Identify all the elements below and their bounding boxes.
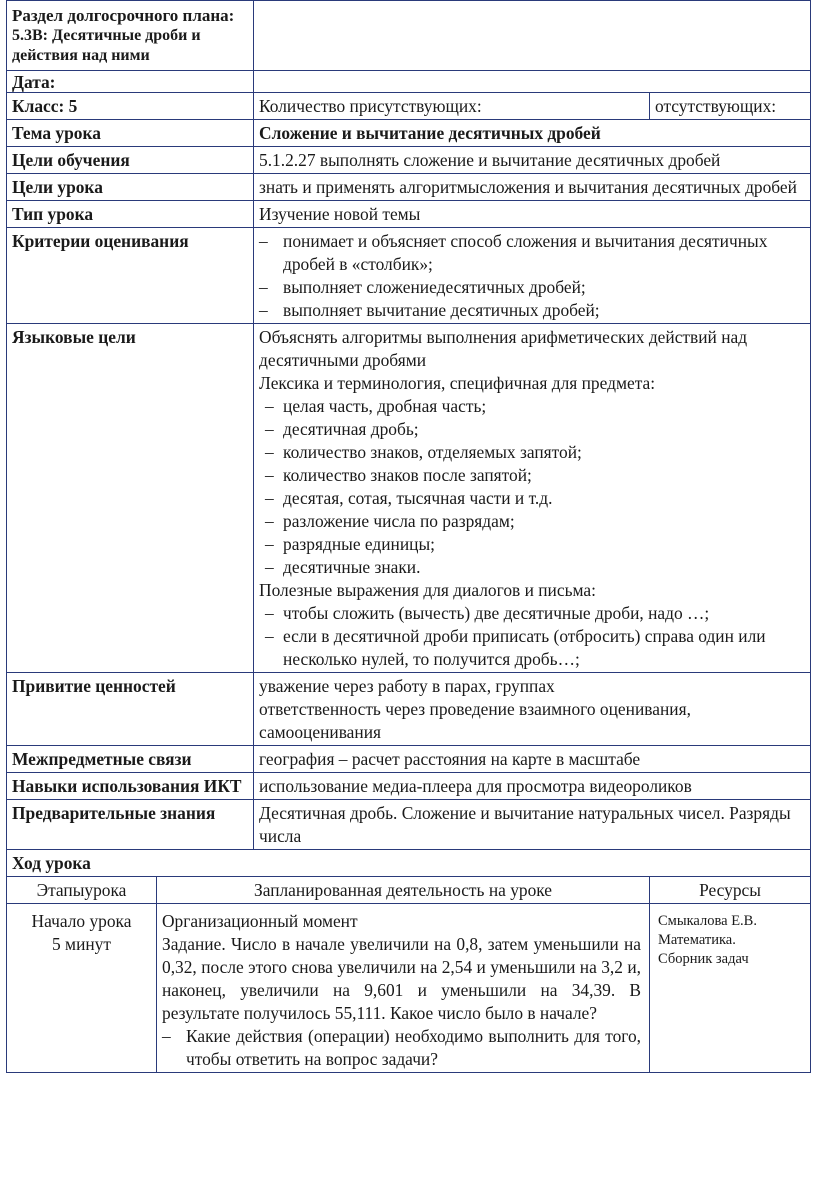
prior-value: Десятичная дробь. Сложение и вычитание натуральных чисел. Разряды числа [254, 800, 811, 850]
criteria-item: – выполняет сложениедесятичных дробей; [259, 277, 586, 297]
course-title: Ход урока [7, 850, 811, 877]
activity-cell [157, 904, 650, 1073]
values-line1: уважение через работу в парах, группах [259, 676, 555, 696]
activity-question: – Какие действия (операции) необходимо выполнить для того, чтобы ответить на вопрос задачи? [162, 1026, 642, 1069]
absent-label: отсутствующих: [650, 93, 811, 120]
vocab-item: – количество знаков после запятой; [265, 465, 532, 485]
class-label: Класс: 5 [7, 93, 254, 120]
section-cell [7, 1, 254, 71]
col-stage-header: Этапыурока [7, 877, 157, 904]
row-learning-goals [7, 147, 811, 174]
row-ict [7, 773, 811, 800]
row-language-goals [7, 324, 811, 673]
stage-cell [7, 904, 157, 1073]
lesson-goals-label: Цели урока [7, 174, 254, 201]
criteria-item: – выполняет вычитание десятичных дробей; [259, 300, 600, 320]
criteria-label: Критерии оценивания [7, 228, 254, 324]
values-line2: ответственность через проведение взаимного оценивания, самооценивания [259, 699, 691, 742]
row-course-header [7, 877, 811, 904]
lesson-plan-table [6, 0, 811, 1073]
section-value: 5.3В: Десятичные дроби и действия над ними [12, 27, 201, 64]
section-label: Раздел долгосрочного плана: [12, 6, 235, 25]
col-activity-header: Запланированная деятельность на уроке [157, 877, 650, 904]
criteria-cell [254, 228, 811, 324]
stage-time: 5 минут [52, 934, 111, 954]
row-cross-links [7, 746, 811, 773]
ict-label: Навыки использования ИКТ [7, 773, 254, 800]
row-values [7, 673, 811, 746]
activity-task: Задание. Число в начале увеличили на 0,8, затем уменьшили на 0,32, после этого снова увеличили на 2,54 и уменьшили на 3,2 и, наконец, увеличили на 9,601 и уменьшили на 34,39. В результате получилось 55,111. Какое число было в начале? [162, 934, 642, 1023]
values-cell [254, 673, 811, 746]
phrase-item: – чтобы сложить (вычесть) две десятичные дроби, надо …; [265, 603, 710, 623]
row-lesson-type [7, 201, 811, 228]
resources-cell [650, 904, 811, 1073]
lesson-type-label: Тип урока [7, 201, 254, 228]
resource-author: Смыкалова Е.В. [658, 913, 757, 929]
vocab-item: – целая часть, дробная часть; [265, 396, 487, 416]
resource-subtitle: Сборник задач [658, 951, 749, 967]
values-label: Привитие ценностей [7, 673, 254, 746]
stage-name: Начало урока [31, 911, 132, 931]
lesson-plan-page [6, 0, 810, 1198]
row-date [7, 71, 811, 93]
activity-title: Организационный момент [162, 911, 358, 931]
vocab-item: – разрядные единицы; [265, 534, 435, 554]
vocab-item: – десятичные знаки. [265, 557, 421, 577]
lesson-goals-value: знать и применять алгоритмысложения и вычитания десятичных дробей [254, 174, 811, 201]
language-cell [254, 324, 811, 673]
col-resources-header: Ресурсы [650, 877, 811, 904]
criteria-item: – понимает и объясняет способ сложения и вычитания десятичных дробей в «столбик»; [259, 231, 768, 274]
lesson-type-value: Изучение новой темы [254, 201, 811, 228]
row-criteria [7, 228, 811, 324]
cross-label: Межпредметные связи [7, 746, 254, 773]
cross-value: география – расчет расстояния на карте в масштабе [254, 746, 811, 773]
row-topic [7, 120, 811, 147]
row-prior [7, 800, 811, 850]
section-empty-cell [254, 1, 811, 71]
resource-title: Математика. [658, 932, 736, 948]
ict-value: использование медиа-плеера для просмотра видеороликов [254, 773, 811, 800]
vocab-item: – количество знаков, отделяемых запятой; [265, 442, 582, 462]
language-intro: Объяснять алгоритмы выполнения арифметических действий над десятичными дробями [259, 327, 748, 370]
language-label: Языковые цели [7, 324, 254, 673]
date-value-cell [254, 71, 811, 93]
row-lesson-goals [7, 174, 811, 201]
phrases-intro: Полезные выражения для диалогов и письма: [259, 580, 596, 600]
topic-value: Сложение и вычитание десятичных дробей [254, 120, 811, 147]
vocab-item: – разложение числа по разрядам; [265, 511, 515, 531]
vocab-intro: Лексика и терминология, специфичная для предмета: [259, 373, 656, 393]
phrase-item: – если в десятичной дроби приписать (отбросить) справа один или несколько нулей, то получится дробь…; [265, 626, 766, 669]
row-course-stage [7, 904, 811, 1073]
prior-label: Предварительные знания [7, 800, 254, 850]
vocab-item: – десятичная дробь; [265, 419, 419, 439]
vocab-item: – десятая, сотая, тысячная части и т.д. [265, 488, 553, 508]
row-section [7, 1, 811, 71]
topic-label: Тема урока [7, 120, 254, 147]
present-label: Количество присутствующих: [254, 93, 650, 120]
row-class [7, 93, 811, 120]
row-course-title [7, 850, 811, 877]
date-label: Дата: [7, 71, 254, 93]
learning-goals-value: 5.1.2.27 выполнять сложение и вычитание десятичных дробей [254, 147, 811, 174]
learning-goals-label: Цели обучения [7, 147, 254, 174]
